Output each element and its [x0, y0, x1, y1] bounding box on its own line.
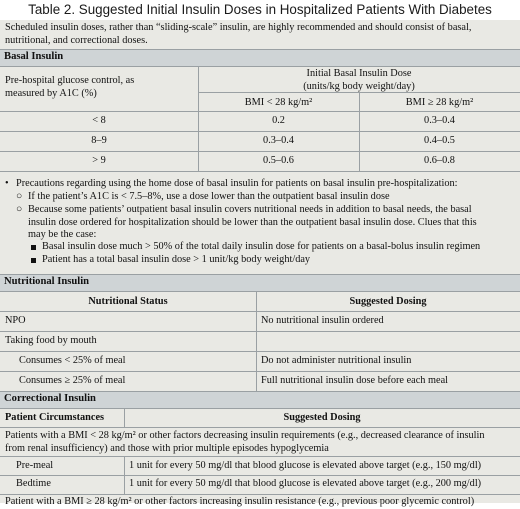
nutritional-dosing-cell: No nutritional insulin ordered: [261, 315, 384, 326]
timing-cell: Bedtime: [16, 478, 51, 489]
divider: [0, 494, 520, 495]
dose-cell: 0.2: [272, 115, 285, 126]
divider: [0, 331, 520, 332]
nutritional-status-cell: Taking food by mouth: [5, 335, 97, 346]
square-bullet-icon: [31, 258, 36, 263]
header-line: (units/kg body weight/day): [303, 80, 415, 92]
divider: [0, 171, 520, 172]
divider: [0, 311, 520, 312]
note-line: may be the case:: [28, 229, 97, 240]
basal-section-label: Basal Insulin: [4, 51, 64, 62]
nutritional-status-cell: Consumes < 25% of meal: [19, 355, 126, 366]
group-line: Patients with a BMI < 28 kg/m² or other factors decreasing insulin requirements (e.g., decreased clearance of insulin: [5, 430, 485, 441]
timing-cell: Pre-meal: [16, 460, 54, 471]
header-line: measured by A1C (%): [5, 87, 97, 99]
divider: [124, 456, 125, 494]
table-title: Table 2. Suggested Initial Insulin Doses in Hospitalized Patients With Diabetes: [0, 0, 520, 20]
dose-cell: 0.6–0.8: [424, 155, 455, 166]
divider: [0, 371, 520, 372]
intro-text: [5, 22, 471, 47]
divider: [0, 111, 520, 112]
correctional-section-header: [0, 391, 520, 409]
divider: [0, 351, 520, 352]
dose-cell: 0.3–0.4: [263, 135, 294, 146]
group-line: from renal insufficiency) and those with prior multiple episodes hypoglycemia: [5, 442, 329, 454]
bmi-high-header: BMI ≥ 28 kg/m²: [405, 97, 474, 108]
circle-bullet-icon: ○: [16, 191, 23, 202]
circle-bullet-icon: ○: [16, 204, 23, 215]
clue-item: Basal insulin dose much > 50% of the total daily insulin dose for patients on a basal-bolus insulin regimen: [42, 241, 481, 252]
square-bullet-icon: [31, 245, 36, 250]
nutritional-section-label: Nutritional Insulin: [4, 276, 90, 287]
dose-cell: 0.5–0.6: [263, 155, 294, 166]
dose-header: [198, 68, 520, 93]
precaution-sub: [28, 204, 477, 242]
divider: [0, 475, 520, 476]
a1c-cell: 8–9: [91, 135, 107, 146]
a1c-column-header: [5, 75, 134, 100]
nutritional-dosing-cell: Full nutritional insulin dose before each meal: [261, 375, 449, 386]
divider: [124, 408, 125, 427]
group2-description: Patient with a BMI ≥ 28 kg/m² or other factors increasing insulin resistance (e.g., previous poor glycemic control): [5, 496, 475, 507]
note-line: insulin dose ordered for hospitalization should be lower than the outpatient basal insulin dose. Clues that this: [28, 216, 477, 228]
nutritional-dosing-header: Suggested Dosing: [349, 296, 427, 307]
nutritional-dosing-cell: Do not administer nutritional insulin: [261, 355, 412, 366]
circumstances-header: Patient Circumstances: [5, 412, 105, 423]
correction-dose-cell: 1 unit for every 50 mg/dl that blood glucose is elevated above target (e.g., 150 mg/dl): [129, 460, 482, 471]
a1c-cell: < 8: [92, 115, 106, 126]
divider: [0, 456, 520, 457]
correctional-section-label: Correctional Insulin: [4, 393, 96, 404]
intro-line: Scheduled insulin doses, rather than “sliding-scale” insulin, are highly recommended and should consist of basal,: [5, 22, 472, 33]
divider: [0, 151, 520, 152]
dose-cell: 0.4–0.5: [424, 135, 455, 146]
nutritional-section-header: [0, 274, 520, 292]
correctional-dosing-header: Suggested Dosing: [283, 412, 361, 423]
basal-section-header: [0, 49, 520, 67]
header-line: Pre-hospital glucose control, as: [5, 75, 135, 86]
nutritional-status-cell: NPO: [5, 315, 26, 326]
dose-cell: 0.3–0.4: [424, 115, 455, 126]
bmi-low-header: BMI < 28 kg/m²: [244, 97, 313, 108]
intro-line: nutritional, and correctional doses.: [5, 34, 148, 46]
divider: [0, 131, 520, 132]
nutritional-status-cell: Consumes ≥ 25% of meal: [19, 375, 126, 386]
header-line: Initial Basal Insulin Dose: [306, 68, 412, 79]
note-line: Because some patients’ outpatient basal insulin covers nutritional needs in addition to basal needs, the basal: [28, 204, 472, 215]
clue-item: Patient has a total basal insulin dose > 1 unit/kg body weight/day: [42, 254, 311, 265]
bullet-icon: •: [5, 178, 9, 189]
a1c-cell: > 9: [92, 155, 106, 166]
correction-dose-cell: 1 unit for every 50 mg/dl that blood glucose is elevated above target (e.g., 200 mg/dl): [129, 478, 482, 489]
divider: [256, 291, 257, 391]
precaution-note: Precautions regarding using the home dose of basal insulin for patients on basal insulin pre-hospitalization:: [16, 178, 458, 189]
group1-description: [5, 430, 485, 455]
nutritional-status-header: Nutritional Status: [88, 296, 168, 307]
divider: [0, 427, 520, 428]
precaution-sub: If the patient’s A1C is < 7.5–8%, use a dose lower than the outpatient basal insulin dose: [28, 191, 390, 202]
